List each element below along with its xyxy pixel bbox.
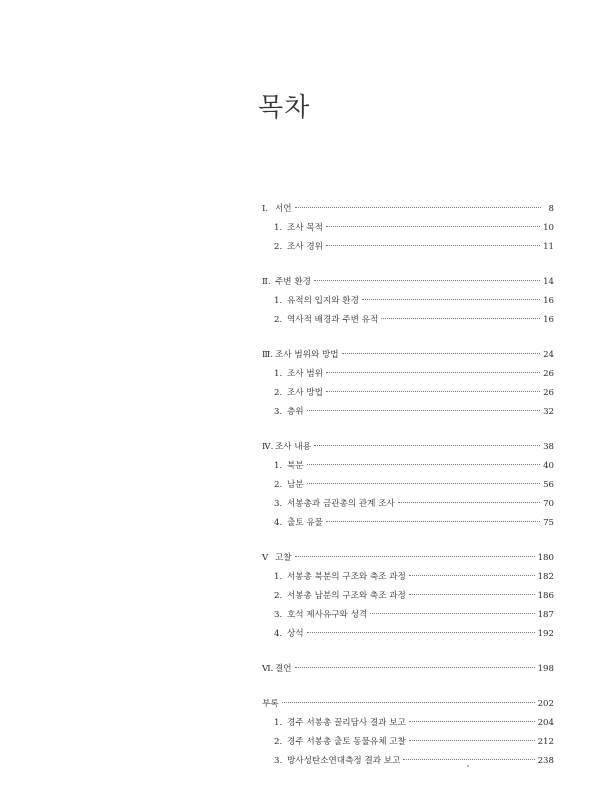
- dot-leader: [307, 483, 540, 484]
- toc-entry-title: 서언: [275, 204, 292, 214]
- toc-entry-label: [274, 219, 323, 238]
- toc-entry-number: 2.: [274, 737, 283, 747]
- toc-chapter-entry[interactable]: [262, 660, 554, 679]
- toc-entry-number: Ⅳ.: [262, 442, 274, 452]
- toc-entry-title: 경주 서봉총 출토 동물유체 고찰: [287, 737, 406, 747]
- dot-leader: [307, 464, 540, 465]
- toc-entry-number: Ⅰ.: [262, 204, 269, 214]
- dot-leader: [409, 740, 535, 741]
- toc-page-number: 11: [543, 242, 554, 252]
- toc-page-number: 16: [543, 296, 554, 306]
- toc-chapter-entry[interactable]: [262, 273, 554, 292]
- toc-entry-title: 상석: [287, 629, 304, 639]
- toc-entry-title: 조사 방법: [287, 388, 323, 398]
- toc-section-entry[interactable]: [274, 476, 554, 495]
- toc-entry-title: 호석 제사유구와 성격: [287, 610, 368, 620]
- toc-page-number: 180: [537, 553, 554, 563]
- toc-chapter-entry[interactable]: [262, 438, 554, 457]
- toc-entry-number: 1.: [274, 461, 283, 471]
- toc-entry-title: 부록: [262, 699, 279, 709]
- toc-entry-title: 방사성탄소연대측정 결과 보고: [287, 756, 401, 766]
- toc-entry-title: 조사 범위: [287, 369, 323, 379]
- toc-page-number: 204: [537, 718, 554, 728]
- dot-leader: [381, 318, 540, 319]
- toc-page-number: 198: [537, 664, 554, 674]
- dot-leader: [295, 556, 535, 557]
- dot-leader: [370, 613, 534, 614]
- toc-entry-title: 남분: [287, 480, 304, 490]
- toc-entry-number: 2.: [274, 480, 283, 490]
- toc-page-number: 186: [537, 591, 554, 601]
- toc-entry-label: [274, 752, 400, 771]
- toc-entry-number: Ⅵ.: [262, 664, 274, 674]
- toc-entry-number: 2.: [274, 591, 283, 601]
- dot-leader: [295, 207, 541, 208]
- toc-entry-number: 3.: [274, 610, 283, 620]
- toc-entry-title: 서봉총 북분의 구조와 축조 과정: [287, 572, 406, 582]
- toc-section-entry[interactable]: [274, 625, 554, 644]
- toc-section-entry[interactable]: [274, 606, 554, 625]
- toc-entry-title: 조사 범위와 방법: [275, 350, 339, 360]
- dot-leader: [362, 299, 540, 300]
- toc-entry-title: 층위: [287, 407, 304, 417]
- toc-entry-title: 서봉총 남분의 구조와 축조 과정: [287, 591, 406, 601]
- dot-leader: [398, 502, 540, 503]
- toc-section-entry[interactable]: [274, 568, 554, 587]
- toc-entry-label: [274, 625, 304, 644]
- toc-entry-label: [274, 238, 323, 257]
- toc-entry-label: [274, 292, 359, 311]
- toc-page-number: 202: [537, 699, 554, 709]
- toc-entry-label: [262, 273, 311, 292]
- toc-entry-number: Ⅲ.: [262, 350, 274, 360]
- toc-section-entry[interactable]: [274, 714, 554, 733]
- toc-page-number: 70: [543, 499, 554, 509]
- toc-entry-title: 북분: [287, 461, 304, 471]
- toc-entry-number: Ⅴ: [262, 553, 269, 563]
- toc-entry-label: [262, 438, 311, 457]
- toc-entry-title: 조사 목적: [287, 223, 323, 233]
- dot-leader: [307, 632, 535, 633]
- toc-entry-title: 조사 내용: [275, 442, 311, 452]
- toc-page-number: 10: [543, 223, 554, 233]
- toc-section-entry[interactable]: [274, 292, 554, 311]
- toc-entry-title: 고찰: [275, 553, 292, 563]
- toc-section-entry[interactable]: [274, 733, 554, 752]
- toc-entry-number: 2.: [274, 315, 283, 325]
- dot-leader: [326, 521, 540, 522]
- toc-entry-number: 1.: [274, 369, 283, 379]
- toc-entry-number: 2.: [274, 388, 283, 398]
- dot-leader: [295, 667, 535, 668]
- toc-page-number: 38: [543, 442, 554, 452]
- toc-entry-title: 서봉총과 금관총의 관계 조사: [287, 499, 395, 509]
- toc-page-number: 40: [543, 461, 554, 471]
- dot-leader: [307, 410, 540, 411]
- toc-entry-number: 3.: [274, 756, 283, 766]
- toc-section-entry[interactable]: [274, 587, 554, 606]
- toc-section-entry[interactable]: [274, 457, 554, 476]
- toc-section-entry[interactable]: [274, 752, 554, 771]
- toc-entry-number: 4.: [274, 518, 283, 528]
- toc-page-number: 212: [537, 737, 554, 747]
- toc-page-number: 8: [548, 204, 554, 214]
- toc-page-number: 26: [543, 369, 554, 379]
- toc-section-entry[interactable]: [274, 219, 554, 238]
- toc-entry-title: 결언: [275, 664, 292, 674]
- toc-entry-number: 3.: [274, 499, 283, 509]
- toc-entry-label: [274, 476, 304, 495]
- toc-page-number: 56: [543, 480, 554, 490]
- toc-entry-title: 조사 경위: [287, 242, 323, 252]
- toc-page-number: 75: [543, 518, 554, 528]
- toc-section-entry[interactable]: [274, 238, 554, 257]
- page-title: 목차: [258, 93, 311, 124]
- toc-page-number: 32: [543, 407, 554, 417]
- page-mark: [467, 765, 469, 767]
- toc-section-entry[interactable]: [274, 495, 554, 514]
- toc-entry-label: [274, 311, 378, 330]
- toc-entry-label: [262, 200, 292, 219]
- toc-entry-title: 역사적 배경과 주변 유적: [287, 315, 379, 325]
- toc-chapter-entry[interactable]: [262, 695, 554, 714]
- toc-entry-label: [262, 346, 339, 365]
- dot-leader: [326, 245, 540, 246]
- toc-page-number: 238: [537, 756, 554, 766]
- table-of-contents: [262, 200, 554, 771]
- dot-leader: [314, 280, 540, 281]
- toc-section-entry[interactable]: [274, 311, 554, 330]
- toc-entry-label: [274, 365, 323, 384]
- toc-page-number: 182: [537, 572, 554, 582]
- dot-leader: [326, 372, 540, 373]
- dot-leader: [342, 353, 540, 354]
- toc-entry-label: [274, 457, 304, 476]
- toc-entry-number: Ⅱ.: [262, 277, 271, 287]
- toc-entry-label: [274, 384, 323, 403]
- toc-entry-title: 출토 유물: [287, 518, 323, 528]
- toc-section-entry[interactable]: [274, 365, 554, 384]
- toc-entry-number: 2.: [274, 242, 283, 252]
- toc-entry-label: [274, 606, 367, 625]
- toc-entry-label: [274, 587, 406, 606]
- dot-leader: [409, 575, 535, 576]
- toc-page-number: 24: [543, 350, 554, 360]
- toc-entry-label: [274, 714, 406, 733]
- toc-entry-label: [274, 495, 395, 514]
- toc-entry-number: 1.: [274, 572, 283, 582]
- toc-entry-number: 1.: [274, 296, 283, 306]
- toc-entry-title: 경주 서봉총 꿀리담사 결과 보고: [287, 718, 406, 728]
- toc-page-number: 192: [537, 629, 554, 639]
- toc-entry-label: [274, 514, 323, 533]
- toc-entry-number: 1.: [274, 718, 283, 728]
- toc-section-entry[interactable]: [274, 384, 554, 403]
- toc-section-entry[interactable]: [274, 514, 554, 533]
- toc-section-entry[interactable]: [274, 403, 554, 422]
- toc-page-number: 16: [543, 315, 554, 325]
- dot-leader: [326, 226, 540, 227]
- dot-leader: [409, 594, 535, 595]
- toc-entry-label: [262, 660, 292, 679]
- dot-leader: [403, 759, 534, 760]
- toc-chapter-entry[interactable]: [262, 549, 554, 568]
- dot-leader: [314, 445, 540, 446]
- toc-entry-number: 3.: [274, 407, 283, 417]
- toc-entry-label: [274, 403, 304, 422]
- dot-leader: [326, 391, 540, 392]
- toc-entry-label: [262, 695, 279, 714]
- toc-chapter-entry[interactable]: [262, 200, 554, 219]
- toc-page-number: 26: [543, 388, 554, 398]
- toc-entry-title: 주변 환경: [275, 277, 311, 287]
- toc-chapter-entry[interactable]: [262, 346, 554, 365]
- toc-entry-label: [274, 733, 406, 752]
- dot-leader: [282, 702, 535, 703]
- dot-leader: [409, 721, 535, 722]
- toc-entry-number: 4.: [274, 629, 283, 639]
- toc-entry-label: [274, 568, 406, 587]
- toc-entry-number: 1.: [274, 223, 283, 233]
- toc-entry-title: 유적의 입지와 환경: [287, 296, 359, 306]
- toc-entry-label: [262, 549, 292, 568]
- toc-page-number: 187: [537, 610, 554, 620]
- toc-page-number: 14: [543, 277, 554, 287]
